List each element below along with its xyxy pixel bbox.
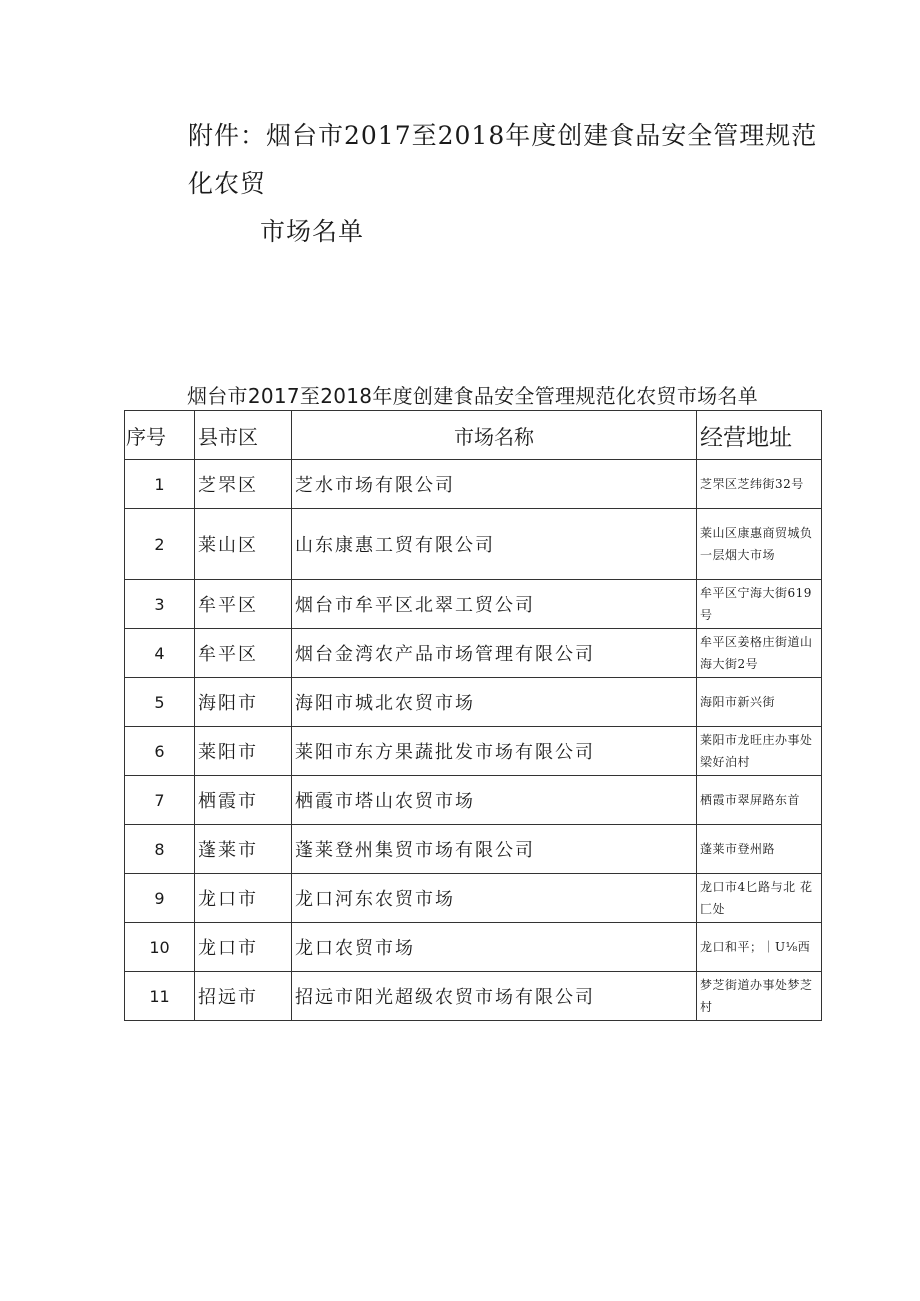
table-row [125, 678, 822, 727]
table-row [125, 776, 822, 825]
cell-no: 2 [125, 509, 195, 580]
cell-county: 海阳市 [195, 678, 292, 727]
attachment-heading-line1: 附件：烟台市2017至2018年度创建食品安全管理规范化农贸 [188, 121, 818, 198]
cell-county: 招远市 [195, 972, 292, 1021]
cell-no: 4 [125, 629, 195, 678]
cell-no: 8 [125, 825, 195, 874]
table-header-row [125, 411, 822, 460]
cell-county: 牟平区 [195, 629, 292, 678]
cell-address: 梦芝街道办事处梦芝村 [697, 972, 822, 1021]
header-county: 县市区 [195, 411, 292, 460]
cell-address: 莱山区康惠商贸城负一层烟大市场 [697, 509, 822, 580]
table-title: 烟台市2017至2018年度创建食品安全管理规范化农贸市场名单 [186, 384, 759, 408]
market-table [124, 410, 822, 1021]
cell-market-name: 招远市阳光超级农贸市场有限公司 [292, 972, 697, 1021]
cell-no: 7 [125, 776, 195, 825]
cell-no: 6 [125, 727, 195, 776]
cell-county: 龙口市 [195, 923, 292, 972]
table-row [125, 972, 822, 1021]
cell-no: 1 [125, 460, 195, 509]
cell-county: 莱阳市 [195, 727, 292, 776]
table-row [125, 509, 822, 580]
cell-market-name: 蓬莱登州集贸市场有限公司 [292, 825, 697, 874]
header-market-name: 市场名称 [292, 411, 697, 460]
cell-county: 莱山区 [195, 509, 292, 580]
cell-address: 牟平区宁海大街619号 [697, 580, 822, 629]
cell-market-name: 烟台市牟平区北翠工贸公司 [292, 580, 697, 629]
cell-address: 龙口和平；｜U⅛西 [697, 923, 822, 972]
cell-market-name: 栖霞市塔山农贸市场 [292, 776, 697, 825]
cell-county: 蓬莱市 [195, 825, 292, 874]
attachment-heading [188, 112, 838, 256]
table-row [125, 727, 822, 776]
table-row [125, 580, 822, 629]
cell-market-name: 龙口河东农贸市场 [292, 874, 697, 923]
cell-county: 芝罘区 [195, 460, 292, 509]
header-address: 经营地址 [697, 411, 822, 460]
cell-market-name: 芝水市场有限公司 [292, 460, 697, 509]
cell-county: 龙口市 [195, 874, 292, 923]
cell-no: 11 [125, 972, 195, 1021]
cell-address: 莱阳市龙旺庄办事处梁好泊村 [697, 727, 822, 776]
cell-county: 栖霞市 [195, 776, 292, 825]
table-row [125, 874, 822, 923]
table-row [125, 923, 822, 972]
cell-market-name: 山东康惠工贸有限公司 [292, 509, 697, 580]
cell-market-name: 龙口农贸市场 [292, 923, 697, 972]
cell-no: 10 [125, 923, 195, 972]
header-no: 序号 [125, 411, 195, 460]
cell-no: 9 [125, 874, 195, 923]
cell-market-name: 莱阳市东方果蔬批发市场有限公司 [292, 727, 697, 776]
table-row [125, 825, 822, 874]
cell-market-name: 海阳市城北农贸市场 [292, 678, 697, 727]
cell-address: 蓬莱市登州路 [697, 825, 822, 874]
cell-address: 牟平区姜格庄街道山海大街2号 [697, 629, 822, 678]
cell-address: 龙口市4匕路与北 花匚处 [697, 874, 822, 923]
attachment-heading-line2: 市场名单 [260, 217, 365, 246]
cell-address: 海阳市新兴街 [697, 678, 822, 727]
cell-address: 芝罘区芝纬街32号 [697, 460, 822, 509]
cell-address: 栖霞市翠屏路东首 [697, 776, 822, 825]
cell-county: 牟平区 [195, 580, 292, 629]
cell-no: 5 [125, 678, 195, 727]
table-row [125, 460, 822, 509]
cell-no: 3 [125, 580, 195, 629]
table-row [125, 629, 822, 678]
cell-market-name: 烟台金湾农产品市场管理有限公司 [292, 629, 697, 678]
